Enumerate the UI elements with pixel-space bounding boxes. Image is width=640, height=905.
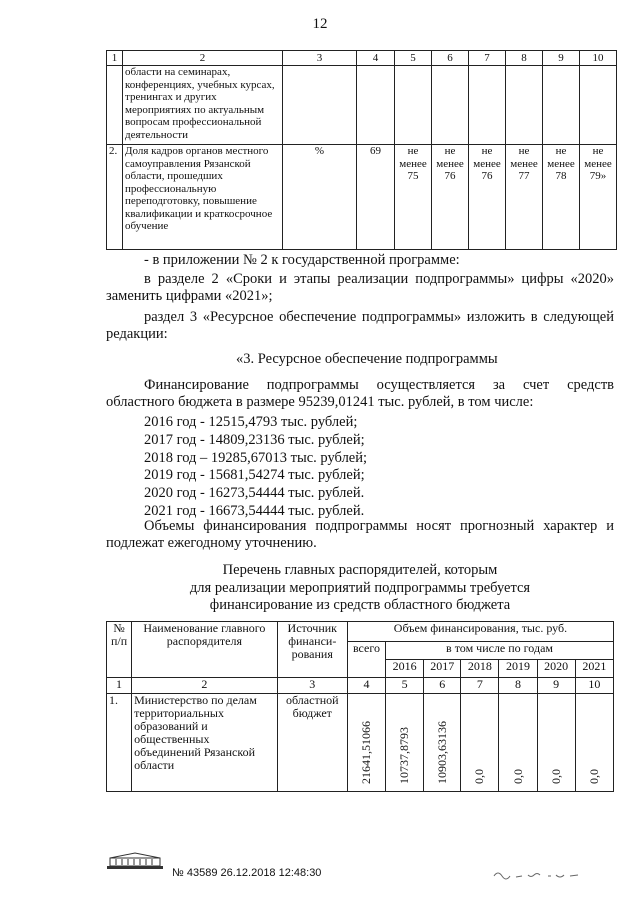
year-line: 2020 год - 16273,54444 тыс. рублей. <box>144 485 365 501</box>
index-cell: 3 <box>277 678 347 694</box>
year-amount: 0,0 <box>472 769 487 784</box>
col-header-total: всего <box>347 642 385 678</box>
indicator-text: Доля кадров органов местного самоуправления Рязанской области, прошедших профессиональную переподготовку, повышение квалификации и краткосрочное обучение <box>123 145 283 250</box>
target-value: не менее 79» <box>580 145 617 250</box>
paragraph: - в приложении № 2 к государственной программе: <box>144 252 460 268</box>
col-header: 4 <box>357 51 395 66</box>
year-line: 2017 год - 14809,23136 тыс. рублей; <box>144 432 365 448</box>
col-header-year: 2020 <box>537 660 575 678</box>
table-row <box>107 66 617 145</box>
col-header: 5 <box>395 51 432 66</box>
col-header: 7 <box>469 51 506 66</box>
unit: % <box>283 145 357 250</box>
index-cell: 5 <box>386 678 424 694</box>
col-header: 10 <box>580 51 617 66</box>
paragraph: Финансирование подпрограммы осуществляется за счет средств областного бюджета в размере 95239,01241 тыс. рублей, в том числе: <box>106 377 614 410</box>
col-header-name: Наименование главного распорядителя <box>132 622 278 678</box>
row-number: 2. <box>107 145 123 250</box>
target-value: не менее 76 <box>432 145 469 250</box>
index-cell: 2 <box>132 678 278 694</box>
col-header-year: 2016 <box>386 660 424 678</box>
target-value: не менее 75 <box>395 145 432 250</box>
index-cell: 4 <box>347 678 385 694</box>
year-amount: 10737,8793 <box>397 727 412 784</box>
year-line: 2018 год – 19285,67013 тыс. рублей; <box>144 450 368 466</box>
target-value: не менее 78 <box>543 145 580 250</box>
year-amount: 0,0 <box>548 769 563 784</box>
paragraph: раздел 3 «Ресурсное обеспечение подпрограммы» изложить в следующей редакции: <box>106 309 614 342</box>
index-row <box>107 678 614 694</box>
col-header-num: № п/п <box>107 622 132 678</box>
list-title: финансирование из средств областного бюджета <box>209 597 511 613</box>
col-header-year: 2021 <box>575 660 613 678</box>
table-row <box>107 145 617 250</box>
col-header: 9 <box>543 51 580 66</box>
index-cell: 9 <box>537 678 575 694</box>
financing-table <box>106 621 614 792</box>
col-header: 3 <box>283 51 357 66</box>
year-amount: 10903,63136 <box>434 721 449 784</box>
index-cell: 6 <box>424 678 461 694</box>
year-line: 2019 год - 15681,54274 тыс. рублей; <box>144 467 365 483</box>
col-header-year: 2017 <box>424 660 461 678</box>
distributor-name: Министерство по делам территориальных образований и общественных объединений Рязанской области <box>132 694 278 792</box>
index-cell: 1 <box>107 678 132 694</box>
paragraph: Объемы финансирования подпрограммы носят прогнозный характер и подлежат ежегодному уточнению. <box>106 518 614 551</box>
table-header-row <box>107 51 617 66</box>
list-title: Перечень главных распорядителей, которым <box>222 562 498 578</box>
section-heading: «3. Ресурсное обеспечение подпрограммы <box>236 351 498 367</box>
index-cell: 8 <box>499 678 537 694</box>
paragraph: в разделе 2 «Сроки и этапы реализации подпрограммы» цифры «2020» заменить цифрами «2021»; <box>106 271 614 304</box>
col-header-year: 2019 <box>499 660 537 678</box>
building-stamp-icon <box>106 852 164 870</box>
target-value: не менее 76 <box>469 145 506 250</box>
col-header-by-years: в том числе по годам <box>386 642 614 660</box>
base-value: 69 <box>357 145 395 250</box>
page-number: 12 <box>312 16 328 32</box>
document-registration-stamp: № 43589 26.12.2018 12:48:30 <box>172 867 322 879</box>
indicator-text: области на семинарах, конференциях, учебных курсах, тренингах и других мероприятиях по актуальным вопросам профессиональной деятельности <box>123 66 283 145</box>
col-header: 6 <box>432 51 469 66</box>
year-line: 2016 год - 12515,4793 тыс. рублей; <box>144 414 358 430</box>
col-header-source: Источник финанси-рования <box>277 622 347 678</box>
col-header: 8 <box>506 51 543 66</box>
index-cell: 7 <box>461 678 499 694</box>
col-header-volume: Объем финансирования, тыс. руб. <box>347 622 613 642</box>
total-amount: 21641,51066 <box>358 721 373 784</box>
col-header: 1 <box>107 51 123 66</box>
year-line: 2021 год - 16673,54444 тыс. рублей. <box>144 503 365 519</box>
target-value: не менее 77 <box>506 145 543 250</box>
list-title: для реализации мероприятий подпрограммы требуется <box>189 580 531 596</box>
col-header-year: 2018 <box>461 660 499 678</box>
row-number: 1. <box>107 694 132 792</box>
funding-source: областной бюджет <box>277 694 347 792</box>
handwritten-mark-icon <box>492 868 582 882</box>
year-amount: 0,0 <box>510 769 525 784</box>
index-cell: 10 <box>575 678 613 694</box>
table-row <box>107 694 614 792</box>
col-header: 2 <box>123 51 283 66</box>
indicators-table <box>106 50 617 250</box>
year-amount: 0,0 <box>586 769 601 784</box>
